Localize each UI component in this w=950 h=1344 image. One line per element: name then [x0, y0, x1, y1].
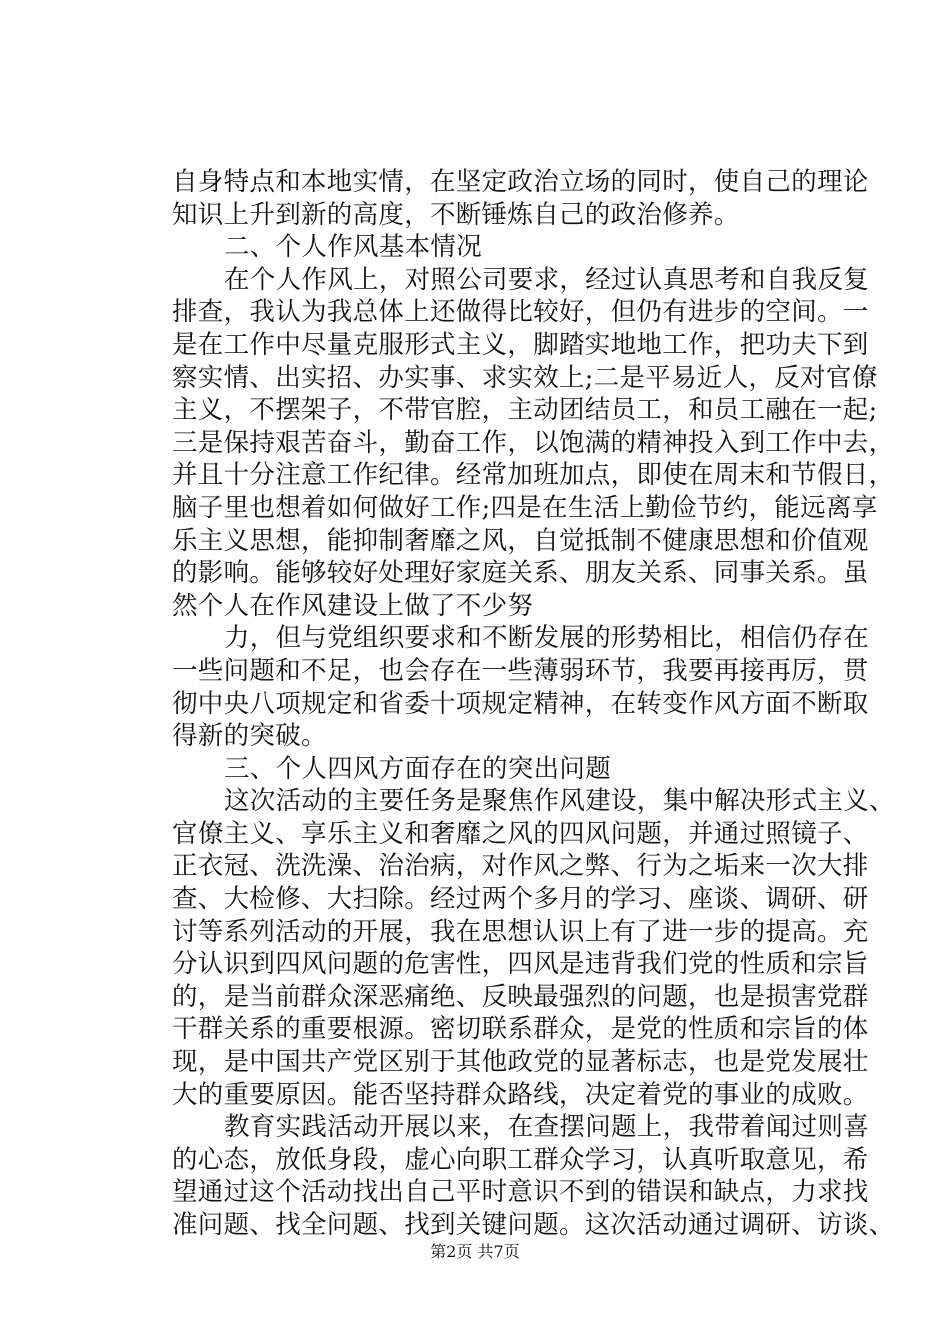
text-line: 彻中央八项规定和省委十项规定精神，在转变作风方面不断取 [172, 688, 869, 719]
text-line: 正衣冠、洗洗澡、治治病，对作风之弊、行为之垢来一次大排 [172, 851, 869, 882]
text-line: 并且十分注意工作纪律。经常加班加点，即使在周末和节假日， [172, 460, 895, 491]
text-line: 干群关系的重要根源。密切联系群众，是党的性质和宗旨的体 [172, 1014, 869, 1045]
text-line: 自身特点和本地实情，在坚定政治立场的同时，使自己的理论 [172, 167, 869, 197]
text-line: 排查，我认为我总体上还做得比较好，但仍有进步的空间。一 [172, 297, 869, 328]
text-line: 望通过这个活动找出自己平时意识不到的错误和缺点，力求找 [172, 1177, 869, 1208]
text-line: 大的重要原因。能否坚持群众路线，决定着党的事业的成败。 [172, 1079, 869, 1110]
text-line: 这次活动的主要任务是聚焦作风建设，集中解决形式主义、 [224, 786, 895, 817]
text-line: 三、个人四风方面存在的突出问题 [224, 753, 612, 784]
text-line: 乐主义思想，能抑制奢靡之风，自觉抵制不健康思想和价值观 [172, 525, 869, 556]
text-line: 在个人作风上，对照公司要求，经过认真思考和自我反复 [224, 264, 870, 295]
text-line: 得新的突破。 [172, 721, 327, 752]
document-body [172, 166, 895, 1242]
text-line: 查、大检修、大扫除。经过两个多月的学习、座谈、调研、研 [172, 884, 869, 915]
text-line: 主义，不摆架子，不带官腔，主动团结员工，和员工融在一起; [172, 395, 878, 426]
text-line: 脑子里也想着如何做好工作;四是在生活上勤俭节约，能远离享 [172, 492, 878, 523]
text-line: 然个人在作风建设上做了不少努 [172, 590, 534, 621]
page-number-footer: 第2页 共7页 [430, 1242, 520, 1261]
text-line: 力，但与党组织要求和不断发展的形势相比，相信仍存在 [224, 623, 870, 654]
text-line: 现，是中国共产党区别于其他政党的显著标志，也是党发展壮 [172, 1047, 869, 1078]
text-line: 察实情、出实招、办实事、求实效上;二是平易近人，反对官僚 [172, 362, 878, 393]
text-line: 知识上升到新的高度，不断锤炼自己的政治修养。 [172, 199, 740, 230]
text-line: 的，是当前群众深恶痛绝、反映最强烈的问题，也是损害党群 [172, 981, 869, 1012]
text-line: 教育实践活动开展以来，在查摆问题上，我带着闻过则喜 [224, 1112, 870, 1143]
text-line: 准问题、找全问题、找到关键问题。这次活动通过调研、访谈、 [172, 1210, 895, 1240]
text-line: 二、个人作风基本情况 [224, 232, 483, 263]
text-line: 的影响。能够较好处理好家庭关系、朋友关系、同事关系。虽 [172, 558, 869, 589]
text-line: 是在工作中尽量克服形式主义，脚踏实地地工作，把功夫下到 [172, 329, 869, 360]
text-line: 分认识到四风问题的危害性，四风是违背我们党的性质和宗旨 [172, 949, 869, 980]
text-line: 一些问题和不足，也会存在一些薄弱环节，我要再接再厉，贯 [172, 655, 869, 686]
text-line: 官僚主义、享乐主义和奢靡之风的四风问题，并通过照镜子、 [172, 818, 869, 849]
text-line: 三是保持艰苦奋斗，勤奋工作，以饱满的精神投入到工作中去， [172, 427, 895, 458]
text-line: 的心态，放低身段，虚心向职工群众学习，认真听取意见，希 [172, 1144, 869, 1175]
text-line: 讨等系列活动的开展，我在思想认识上有了进一步的提高。充 [172, 916, 869, 947]
